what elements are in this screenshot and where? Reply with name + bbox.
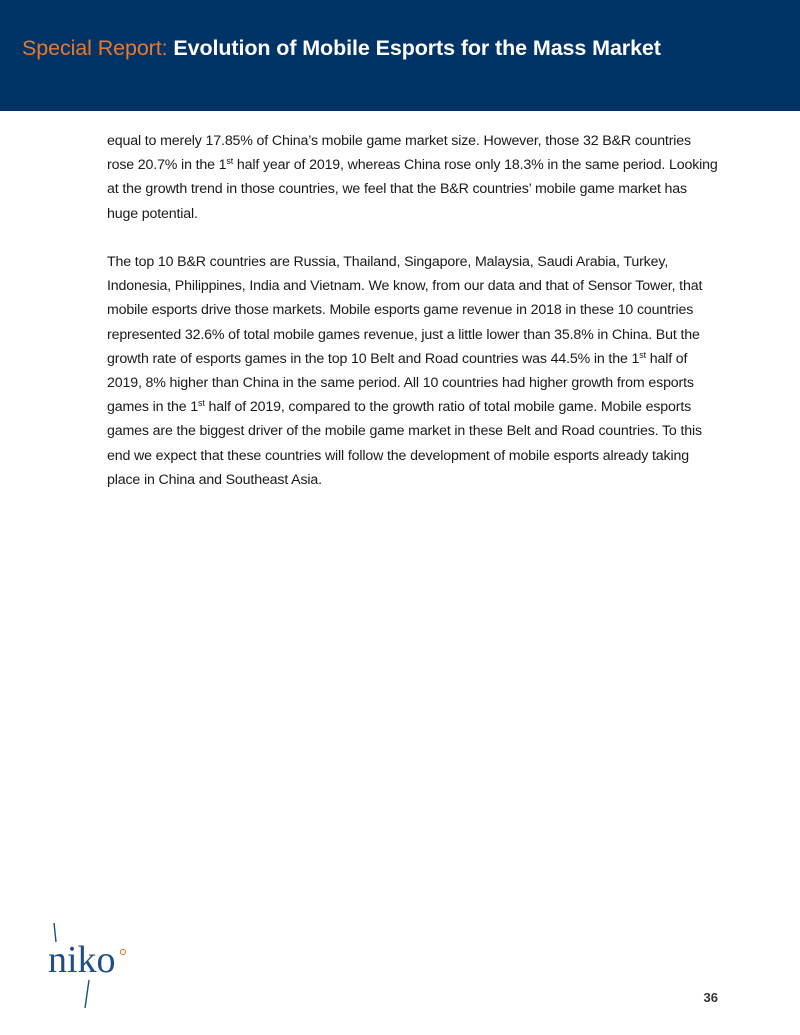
report-title-prefix: Special Report: (22, 36, 168, 60)
report-header (0, 0, 800, 111)
paragraph-2-text-b: half of 2019, 8% higher than China in the same period. All 10 countries had higher growth from esports games in the 1 (107, 350, 694, 416)
page-number: 36 (703, 990, 718, 1005)
paragraph-2-text-c: half of 2019, compared to the growth ratio of total mobile game. Mobile esports games are the biggest driver of the mobile game market in these Belt and Road countries. To this end we expect that these countries will follow the development of mobile esports already taking place in China and Southeast Asia. (107, 399, 702, 488)
report-title (22, 34, 661, 62)
paragraph-2-text-a: The top 10 B&R countries are Russia, Thailand, Singapore, Malaysia, Saudi Arabia, Turkey, Indonesia, Philippines, India and Vietnam. We know, from our data and that of Sensor Tower, that mobile esports drive those markets. Mobile esports game revenue in 2018 in these 10 countries represented 32.6% of total mobile games revenue, just a little lower than 35.8% in China. But the growth rate of esports games in the top 10 Belt and Road countries was 44.5% in the 1 (107, 254, 703, 367)
ordinal-suffix: st (197, 398, 205, 409)
paragraph-1 (107, 129, 719, 226)
body-text (107, 129, 719, 492)
niko-logo (42, 916, 132, 1012)
report-title-main: Evolution of Mobile Esports for the Mass Market (173, 36, 661, 60)
paragraph-1-text-b: half year of 2019, whereas China rose only 18.3% in the same period. Looking at the growth trend in those countries, we feel that the B&R countries’ mobile game market has huge potential. (107, 157, 718, 222)
paragraph-2 (107, 250, 719, 492)
paragraph-1-text-a: equal to merely 17.85% of China’s mobile game market size. However, those 32 B&R countries rose 20.7% in the 1 (107, 133, 691, 174)
ordinal-suffix: st (226, 156, 234, 167)
logo-wordmark: niko (48, 939, 116, 981)
ordinal-suffix: st (639, 349, 646, 360)
